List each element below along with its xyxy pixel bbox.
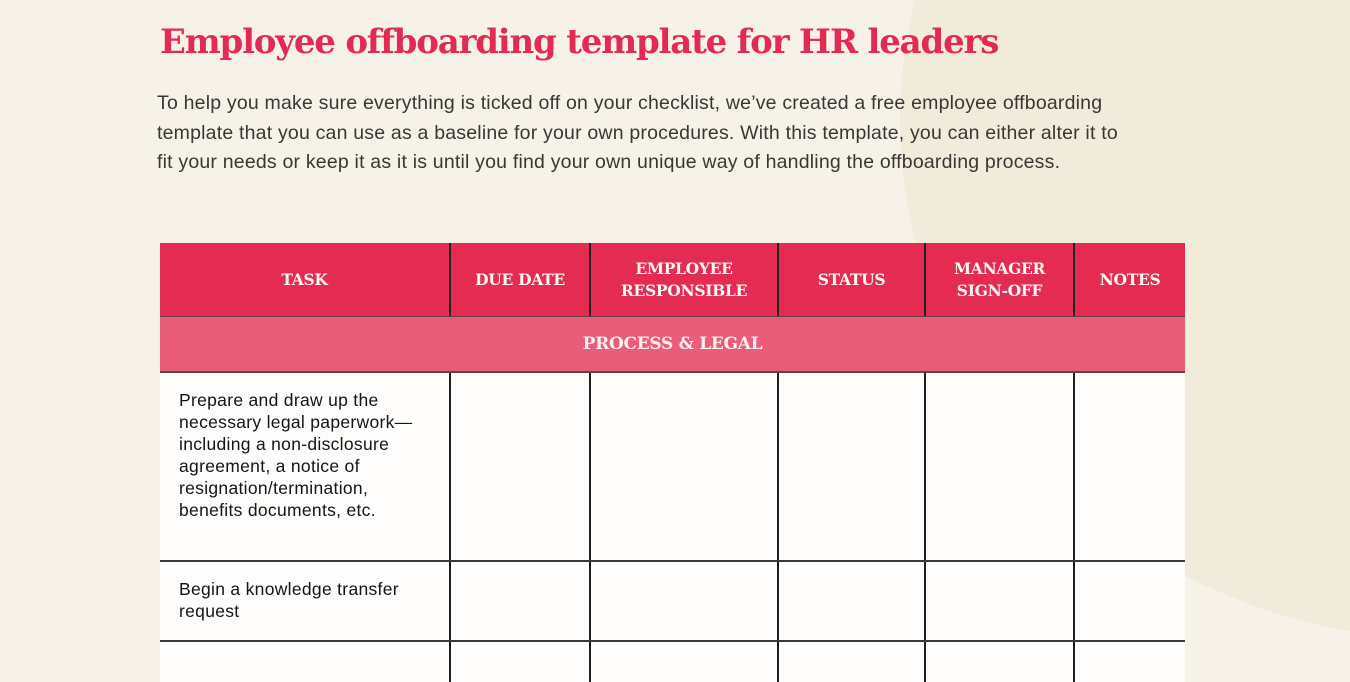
due-date-cell[interactable] — [451, 373, 591, 560]
table-header-row — [160, 243, 1185, 317]
task-cell: Begin a knowledge transfer request — [160, 562, 451, 640]
employee-responsible-cell[interactable] — [591, 642, 779, 682]
offboarding-table — [160, 243, 1185, 682]
column-header-notes: NOTES — [1099, 269, 1161, 289]
table-row — [160, 373, 1185, 562]
employee-responsible-cell[interactable] — [591, 562, 779, 640]
task-cell — [160, 642, 451, 682]
manager-sign-off-cell[interactable] — [926, 562, 1075, 640]
employee-responsible-cell[interactable] — [591, 373, 779, 560]
status-cell[interactable] — [779, 642, 926, 682]
column-header-task: TASK — [160, 243, 451, 316]
notes-cell[interactable] — [1075, 373, 1185, 560]
status-cell[interactable] — [779, 562, 926, 640]
manager-sign-off-cell[interactable] — [926, 642, 1075, 682]
manager-sign-off-cell[interactable] — [926, 373, 1075, 560]
column-header-manager-sign-off — [926, 243, 1075, 316]
column-header-manager-sign-off-label: MANAGER SIGN-OFF — [953, 258, 1046, 300]
table-row — [160, 562, 1185, 642]
due-date-cell[interactable] — [451, 562, 591, 640]
intro-paragraph: To help you make sure everything is ticked off on your checklist, we’ve created a free employee offboarding template that you can use as a baseline for your own procedures. With this template, you can either alter it to fit your needs or keep it as it is until you find your own unique way of handling the offboarding process. — [157, 92, 1118, 173]
column-header-status: STATUS — [779, 243, 926, 316]
status-cell[interactable] — [779, 373, 926, 560]
notes-cell[interactable] — [1075, 642, 1185, 682]
column-header-due-date: DUE DATE — [451, 243, 591, 316]
task-cell: Prepare and draw up the necessary legal paperwork—including a non-disclosure agreement, a notice of resignation/termination, benefits documents, etc. — [160, 373, 451, 560]
page-title: Employee offboarding template for HR leaders — [160, 22, 999, 62]
due-date-cell[interactable] — [451, 642, 591, 682]
table-row-partial — [160, 642, 1185, 682]
column-header-employee-responsible — [591, 243, 779, 316]
notes-cell[interactable] — [1075, 562, 1185, 640]
column-header-employee-responsible-label: EMPLOYEE RESPONSIBLE — [620, 258, 748, 300]
section-row-process-legal: PROCESS & LEGAL — [160, 317, 1185, 373]
